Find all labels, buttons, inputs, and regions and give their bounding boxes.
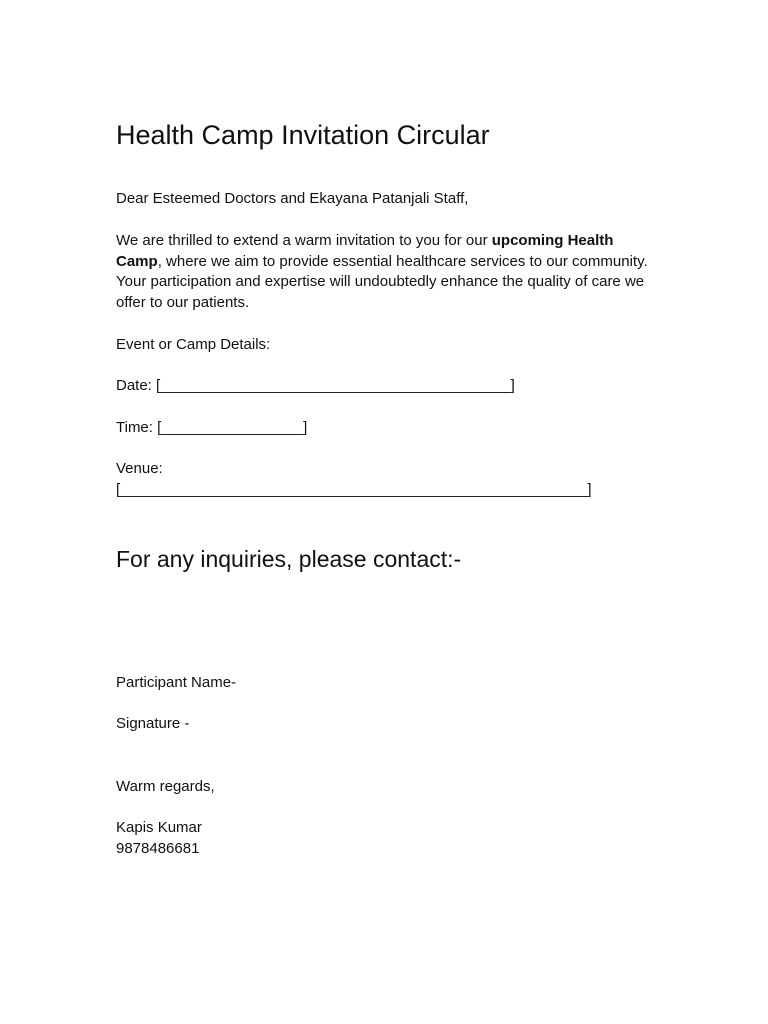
- intro-paragraph: [116, 231, 656, 314]
- document-title: Health Camp Invitation Circular: [116, 120, 490, 150]
- time-field: Time: [_________________]: [116, 419, 308, 436]
- sender-name: Kapis Kumar: [116, 819, 202, 836]
- intro-highlight: upcoming Health Camp: [116, 232, 614, 270]
- intro-text-start: We are thrilled to extend a warm invitation to you for our: [116, 232, 492, 249]
- details-label: Event or Camp Details:: [116, 336, 271, 353]
- sender-phone: 9878486681: [116, 840, 200, 857]
- venue-label: Venue:: [116, 460, 163, 477]
- venue-field: [________________________________________________________]: [116, 481, 592, 498]
- salutation: Dear Esteemed Doctors and Ekayana Patanjali Staff,: [116, 190, 469, 207]
- signature-field: Signature -: [116, 715, 190, 732]
- intro-text-end: , where we aim to provide essential healthcare services to our community. Your participation and expertise will undoubtedly enhance the quality of care we offer to our patients.: [116, 252, 648, 312]
- closing: Warm regards,: [116, 778, 215, 795]
- contact-heading: For any inquiries, please contact:-: [116, 546, 462, 572]
- date-field: Date: [__________________________________________]: [116, 377, 515, 394]
- participant-name-field: Participant Name-: [116, 674, 237, 691]
